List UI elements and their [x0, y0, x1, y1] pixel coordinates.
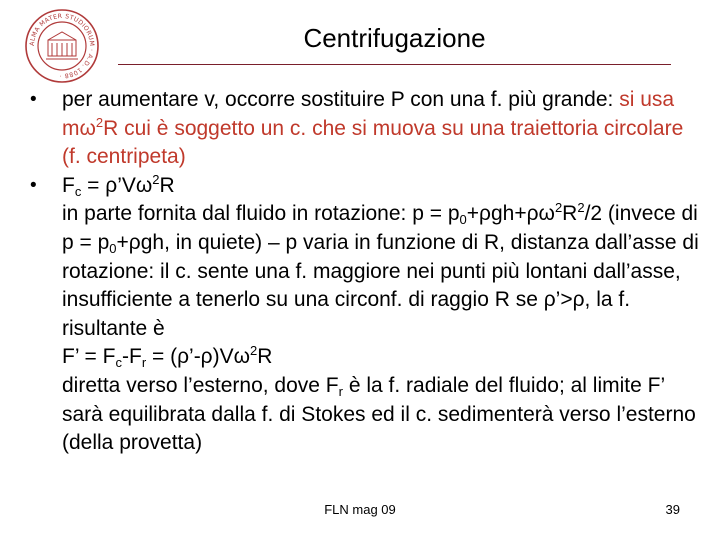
slide-title: Centrifugazione	[303, 23, 486, 53]
bullet-item: • $F_c$ = $\rho’V\omega^2R$	[30, 171, 175, 199]
slide-body	[28, 86, 700, 458]
bullet-dot-icon: •	[30, 89, 37, 110]
svg-text:ALMA MATER STUDIORUM · A.D. 10: ALMA MATER STUDIORUM · A.D. 1088 ·	[28, 12, 96, 80]
university-seal-logo	[24, 8, 100, 84]
title-underline	[118, 64, 671, 65]
highlight-text: si usa $m\omega^2R$ cui è soggetto un c. che si muova su una traiettoria circolare (f. centripeta)	[62, 88, 684, 169]
bullet-continuation-paragraph: diretta verso l’esterno, dove $F_r$ è la f. radiale del fluido; al limite F’ sarà equilibrata dalla f. di Stokes ed il c. sedimenterà verso l’esterno (della provetta)	[62, 373, 696, 455]
page-number: 39	[665, 502, 680, 517]
bullet-item: • per aumentare v, occorre sostituire P con una f. più grande: si usa $m\omega^2R$ cui è soggetto un c. che si muova su una traiettoria circolare (f. centripeta)	[30, 88, 684, 169]
footer-label: FLN mag 09	[324, 502, 396, 517]
bullet-dot-icon: •	[30, 174, 37, 196]
bullet-continuation-paragraph: F’ = $F_c-F_r$ = $(\rho’-\rho)V\omega^2R$	[62, 343, 273, 371]
bullet-continuation-paragraph: in parte fornita dal fluido in rotazione: $p = p_0+\rho gh+\rho\omega^2R^2/2$ (invece di $p = p_0+\rho gh$, in quiete) – p varia in funzione di R, distanza dall’asse di rotazione: il c. sente una f. maggiore nei punti più lontani dall’asse, insufficiente a tenerlo su una circonf. di raggio R se ρ’>ρ, la f. risultante è	[62, 200, 699, 340]
